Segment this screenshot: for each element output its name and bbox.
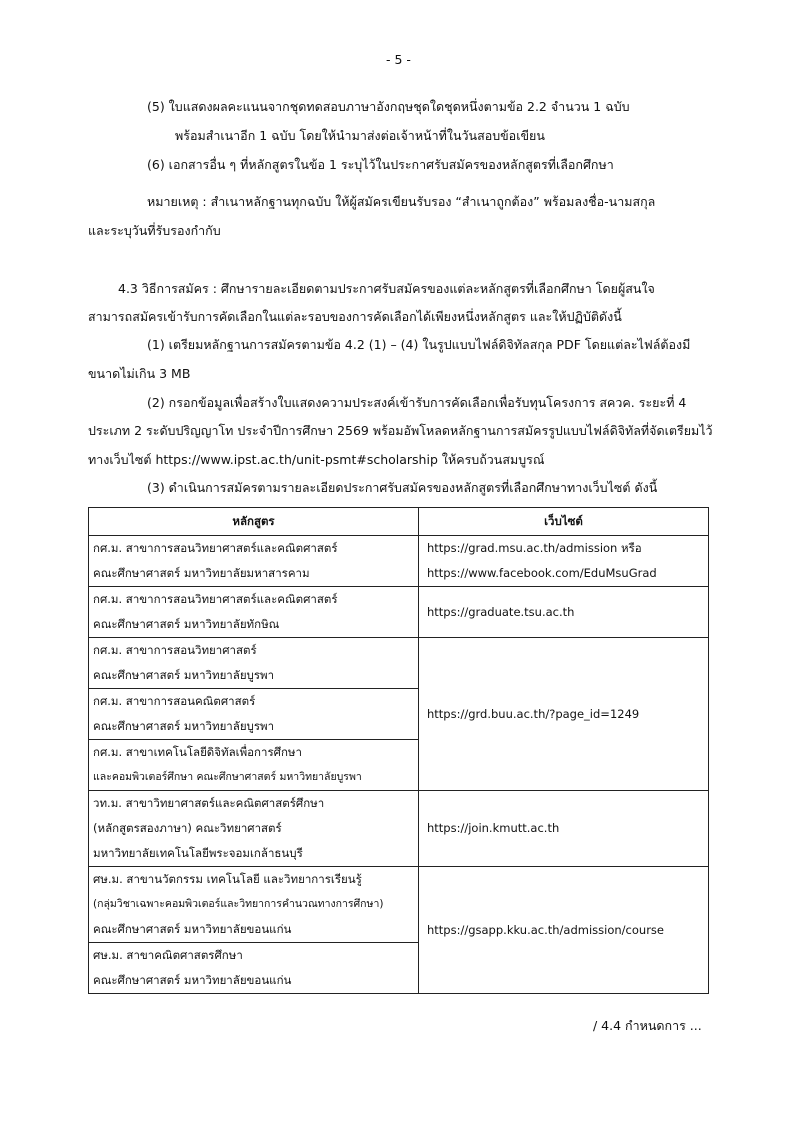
table-row (89, 638, 709, 689)
note-line2: และระบุวันที่รับรองกำกับ (88, 223, 221, 238)
faculty-name: คณะศึกษาศาสตร์ มหาวิทยาลัยบูรพา (93, 668, 275, 682)
website-cell (419, 791, 709, 867)
program-name: วท.ม. สาขาวิทยาศาสตร์และคณิตศาสตร์ศึกษา (93, 796, 325, 810)
program-name-cont: (กลุ่มวิชาเฉพาะคอมพิวเตอร์และวิทยาการคำนวณทางการศึกษา) (93, 898, 384, 910)
step-2-line2: ประเภท 2 ระดับปริญญาโท ประจำปีการศึกษา 2569 พร้อมอัพโหลดหลักฐานการสมัครรูปแบบไฟล์ดิจิทัลที่จัดเตรียมไว้ (88, 423, 713, 438)
website-link[interactable]: https://graduate.tsu.ac.th (427, 604, 575, 619)
faculty-name: คณะศึกษาศาสตร์ มหาวิทยาลัยทักษิณ (93, 617, 280, 631)
step-1-line1: (1) เตรียมหลักฐานการสมัครตามข้อ 4.2 (1) – (4) ในรูปแบบไฟล์ดิจิทัลสกุล PDF โดยแต่ละไฟล์ต้องมี (147, 337, 691, 352)
program-name: กศ.ม. สาขาการสอนวิทยาศาสตร์และคณิตศาสตร์ (93, 592, 338, 606)
website-cell (419, 638, 709, 791)
item-5-line2: พร้อมสำเนาอีก 1 ฉบับ โดยให้นำมาส่งต่อเจ้าหน้าที่ในวันสอบข้อเขียน (175, 128, 545, 143)
table-row (89, 587, 709, 638)
faculty-name: คณะศึกษาศาสตร์ มหาวิทยาลัยขอนแก่น (93, 973, 292, 987)
website-cell (419, 867, 709, 994)
program-cell (89, 638, 419, 689)
step-2-line3: ทางเว็บไซต์ https://www.ipst.ac.th/unit-psmt#scholarship ให้ครบถ้วนสมบูรณ์ (88, 452, 545, 467)
website-cell (419, 587, 709, 638)
faculty-name: คณะศึกษาศาสตร์ มหาวิทยาลัยบูรพา (93, 719, 275, 733)
item-6: (6) เอกสารอื่น ๆ ที่หลักสูตรในข้อ 1 ระบุไว้ในประกาศรับสมัครของหลักสูตรที่เลือกศึกษา (147, 157, 614, 172)
program-cell (89, 740, 419, 791)
faculty-name: คณะศึกษาศาสตร์ มหาวิทยาลัยมหาสารคาม (93, 566, 310, 580)
program-cell (89, 791, 419, 867)
website-link[interactable]: https://join.kmutt.ac.th (427, 821, 560, 835)
item-5-line1: (5) ใบแสดงผลคะแนนจากชุดทดสอบภาษาอังกฤษชุดใดชุดหนึ่งตามข้อ 2.2 จำนวน 1 ฉบับ (147, 99, 630, 114)
section-4-3-line1: 4.3 วิธีการสมัคร : ศึกษารายละเอียดตามประกาศรับสมัครของแต่ละหลักสูตรที่เลือกศึกษา โดยผู้สนใจ (118, 281, 655, 296)
program-cell (89, 943, 419, 994)
website-link[interactable]: https://www.facebook.com/EduMsuGrad (427, 566, 657, 580)
page-number: - 5 - (386, 52, 411, 67)
program-cell (89, 689, 419, 740)
website-link[interactable]: https://gsapp.kku.ac.th/admission/course (427, 922, 664, 937)
table-row (89, 791, 709, 867)
website-cell (419, 536, 709, 587)
step-2-line1: (2) กรอกข้อมูลเพื่อสร้างใบแสดงความประสงค์เข้ารับการคัดเลือกเพื่อรับทุนโครงการ สควค. ระยะที่ 4 (147, 395, 687, 410)
note-line1: หมายเหตุ : สำเนาหลักฐานทุกฉบับ ให้ผู้สมัครเขียนรับรอง “สำเนาถูกต้อง” พร้อมลงชื่อ-นามสกุล (147, 194, 656, 209)
program-website-table (88, 507, 709, 994)
faculty-name: และคอมพิวเตอร์ศึกษา คณะศึกษาศาสตร์ มหาวิทยาลัยบูรพา (93, 771, 362, 783)
faculty-name: มหาวิทยาลัยเทคโนโลยีพระจอมเกล้าธนบุรี (93, 846, 303, 860)
header-website: เว็บไซต์ (419, 508, 709, 536)
program-name: กศ.ม. สาขาการสอนวิทยาศาสตร์ (93, 643, 257, 657)
section-4-3-line2: สามารถสมัครเข้ารับการคัดเลือกในแต่ละรอบของการคัดเลือกได้เพียงหนึ่งหลักสูตร และให้ปฏิบัติดังนี้ (88, 309, 622, 324)
table-row (89, 867, 709, 943)
program-name: ศษ.ม. สาขานวัตกรรม เทคโนโลยี และวิทยาการเรียนรู้ (93, 872, 362, 886)
header-program: หลักสูตร (89, 508, 419, 536)
website-link[interactable]: https://grad.msu.ac.th/admission หรือ (427, 541, 642, 555)
program-name: ศษ.ม. สาขาคณิตศาสตรศึกษา (93, 948, 243, 962)
program-cell (89, 867, 419, 943)
table-row (89, 536, 709, 587)
table-header-row (89, 508, 709, 536)
program-name-cont: (หลักสูตรสองภาษา) คณะวิทยาศาสตร์ (93, 821, 282, 835)
program-name: กศ.ม. สาขาการสอนคณิตศาสตร์ (93, 694, 256, 708)
step-1-line2: ขนาดไม่เกิน 3 MB (88, 366, 191, 381)
program-cell (89, 587, 419, 638)
step-3: (3) ดำเนินการสมัครตามรายละเอียดประกาศรับสมัครของหลักสูตรที่เลือกศึกษาทางเว็บไซต์ ดังนี้ (147, 480, 658, 495)
website-link[interactable]: https://grd.buu.ac.th/?page_id=1249 (427, 706, 640, 721)
program-name: กศ.ม. สาขาการสอนวิทยาศาสตร์และคณิตศาสตร์ (93, 541, 338, 555)
program-name: กศ.ม. สาขาเทคโนโลยีดิจิทัลเพื่อการศึกษา (93, 745, 302, 759)
continuation-note: / 4.4 กำหนดการ ... (593, 1018, 702, 1033)
faculty-name: คณะศึกษาศาสตร์ มหาวิทยาลัยขอนแก่น (93, 922, 292, 936)
program-cell (89, 536, 419, 587)
